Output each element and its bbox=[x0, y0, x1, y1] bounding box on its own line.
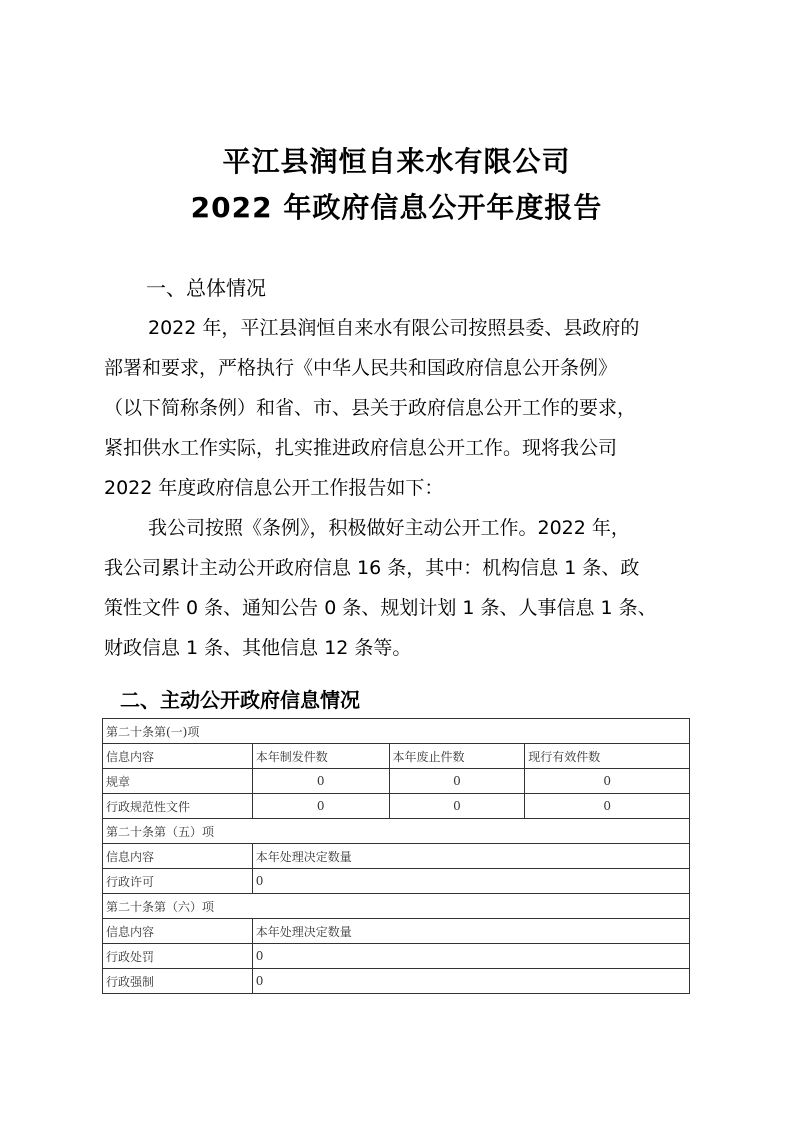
paragraph-line: 2022 年，平江县润恒自来水有限公司按照县委、县政府的 bbox=[148, 317, 640, 339]
section1-heading: 一、总体情况 bbox=[146, 276, 266, 300]
value-cell: 0 bbox=[252, 944, 689, 969]
table-row bbox=[103, 769, 690, 794]
header-cell: 本年废止件数 bbox=[389, 744, 525, 769]
value-cell: 0 bbox=[389, 794, 525, 819]
paragraph-line: 紧扣供水工作实际，扎实推进政府信息公开工作。现将我公司 bbox=[104, 437, 618, 459]
table-row bbox=[103, 869, 690, 894]
paragraph-line: 2022 年度政府信息公开工作报告如下： bbox=[104, 477, 444, 499]
paragraph-line: （以下简称条例）和省、市、县关于政府信息公开工作的要求， bbox=[104, 397, 637, 419]
value-cell: 0 bbox=[252, 869, 689, 894]
section1-paragraph2 bbox=[104, 508, 692, 668]
paragraph-line: 部署和要求，严格执行《中华人民共和国政府信息公开条例》 bbox=[104, 357, 618, 379]
paragraph-line: 我公司按照《条例》，积极做好主动公开工作。2022 年， bbox=[148, 517, 630, 539]
row-label: 规章 bbox=[103, 769, 253, 794]
header-cell: 信息内容 bbox=[103, 744, 253, 769]
header-cell: 现行有效件数 bbox=[525, 744, 690, 769]
report-title-line2: 2022 年政府信息公开年度报告 bbox=[190, 191, 603, 224]
row-label: 行政许可 bbox=[103, 869, 253, 894]
value-cell: 0 bbox=[525, 769, 690, 794]
report-title-line1: 平江县润恒自来水有限公司 bbox=[222, 145, 571, 178]
table-row bbox=[103, 819, 690, 844]
value-cell: 0 bbox=[252, 794, 389, 819]
header-cell: 本年处理决定数量 bbox=[252, 844, 689, 869]
paragraph-line: 财政信息 1 条、其他信息 12 条等。 bbox=[104, 637, 412, 659]
table-header-row bbox=[103, 744, 690, 769]
table-row bbox=[103, 794, 690, 819]
table-header-row bbox=[103, 844, 690, 869]
value-cell: 0 bbox=[252, 969, 689, 994]
section2-heading: 二、主动公开政府信息情况 bbox=[120, 688, 360, 712]
table-row bbox=[103, 944, 690, 969]
paragraph-line: 我公司累计主动公开政府信息 16 条，其中：机构信息 1 条、政 bbox=[104, 557, 640, 579]
header-cell: 本年制发件数 bbox=[252, 744, 389, 769]
header-cell: 本年处理决定数量 bbox=[252, 919, 689, 944]
table-header-row bbox=[103, 919, 690, 944]
group-title: 第二十条第（六）项 bbox=[103, 894, 690, 919]
header-cell: 信息内容 bbox=[103, 844, 253, 869]
value-cell: 0 bbox=[252, 769, 389, 794]
value-cell: 0 bbox=[525, 794, 690, 819]
section1-paragraph1 bbox=[104, 308, 692, 508]
paragraph-line: 策性文件 0 条、通知公告 0 条、规划计划 1 条、人事信息 1 条、 bbox=[104, 597, 657, 619]
row-label: 行政处罚 bbox=[103, 944, 253, 969]
group-title: 第二十条第（五）项 bbox=[103, 819, 690, 844]
row-label: 行政强制 bbox=[103, 969, 253, 994]
disclosure-table bbox=[102, 718, 690, 994]
group-title: 第二十条第(一)项 bbox=[103, 719, 690, 744]
row-label: 行政规范性文件 bbox=[103, 794, 253, 819]
table-row bbox=[103, 894, 690, 919]
table-row bbox=[103, 969, 690, 994]
header-cell: 信息内容 bbox=[103, 919, 253, 944]
table-row bbox=[103, 719, 690, 744]
value-cell: 0 bbox=[389, 769, 525, 794]
